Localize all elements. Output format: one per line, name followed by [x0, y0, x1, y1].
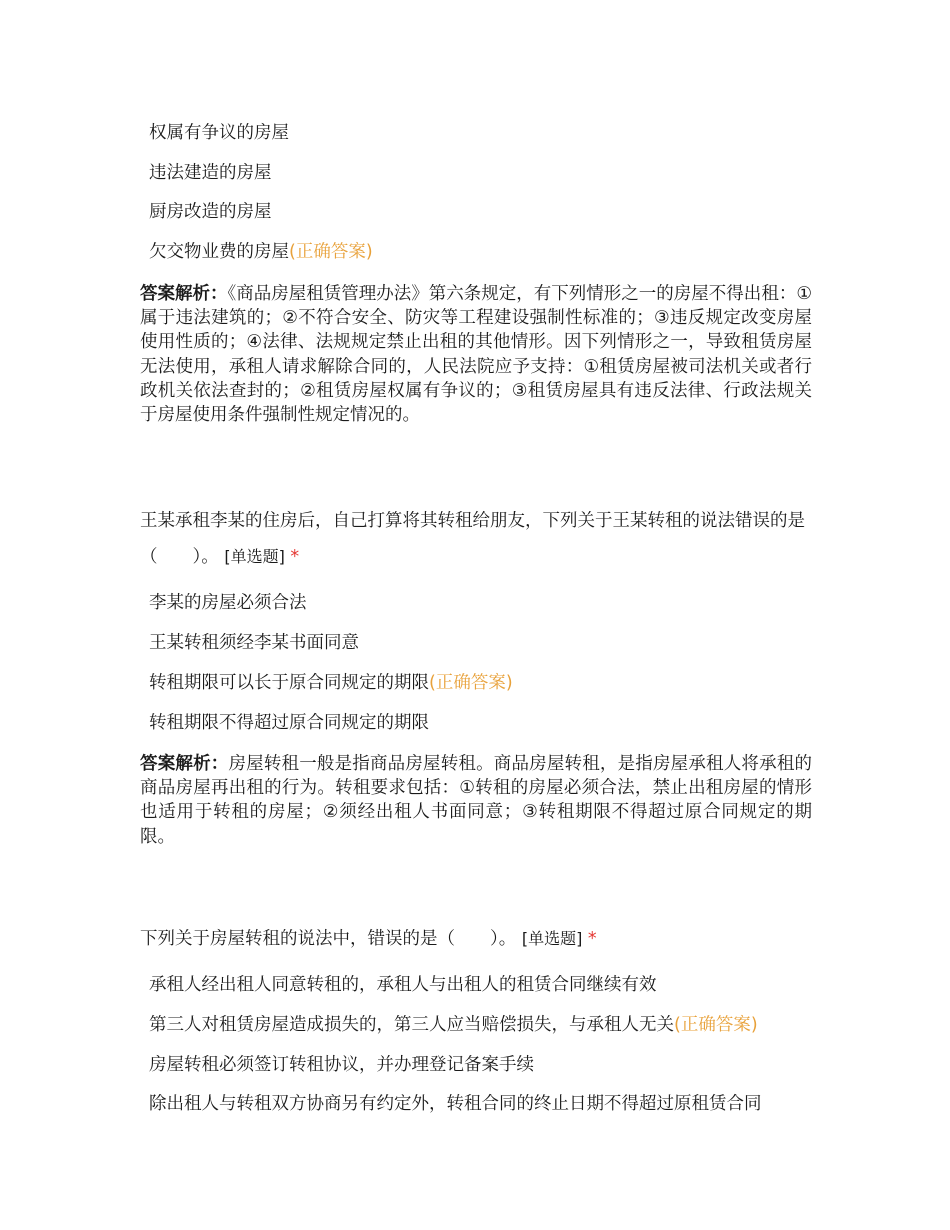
q2-question [140, 503, 812, 575]
option-text: 第三人对租赁房屋造成损失的，第三人应当赔偿损失，与承租人无关 [149, 1015, 674, 1035]
analysis-label: 答案解析： [140, 754, 229, 774]
q1-option-d[interactable] [149, 240, 373, 264]
option-text: 欠交物业费的房屋 [149, 242, 289, 262]
q1-option-b[interactable] [149, 161, 272, 185]
q2-option-b[interactable] [149, 631, 359, 655]
q3-option-d[interactable] [149, 1092, 762, 1116]
question-type: [单选题] [521, 929, 583, 948]
q3-option-c[interactable] [149, 1053, 534, 1077]
option-text: 除出租人与转租双方协商另有约定外，转租合同的终止日期不得超过原租赁合同 [149, 1094, 762, 1114]
option-text: 权属有争议的房屋 [149, 123, 289, 143]
correct-answer-tag: (正确答案) [289, 242, 373, 262]
option-text: 房屋转租必须签订转租协议，并办理登记备案手续 [149, 1055, 534, 1075]
q2-option-d[interactable] [149, 711, 429, 735]
analysis-text: 房屋转租一般是指商品房屋转租。商品房屋转租，是指房屋承租人将承租的商品房屋再出租的行为。转租要求包括：①转租的房屋必须合法，禁止出租房屋的情形也适用于转租的房屋；②须经出租人书面同意；③转租期限不得超过原合同规定的期限。 [140, 754, 813, 847]
required-mark: * [587, 929, 597, 949]
question-text: 下列关于房屋转租的说法中，错误的是（ ）。 [140, 929, 517, 949]
question-text: 王某承租李某的住房后，自己打算将其转租给朋友，下列关于王某转租的说法错误的是（ ）。 [140, 511, 805, 567]
correct-answer-tag: (正确答案) [429, 673, 513, 693]
analysis-label: 答案解析： [140, 284, 228, 304]
option-text: 违法建造的房屋 [149, 163, 272, 183]
option-text: 李某的房屋必须合法 [149, 593, 307, 613]
option-text: 承租人经出租人同意转租的，承租人与出租人的租赁合同继续有效 [149, 975, 657, 995]
required-mark: * [290, 547, 300, 567]
option-text: 王某转租须经李某书面同意 [149, 633, 359, 653]
correct-answer-tag: (正确答案) [674, 1015, 758, 1035]
q1-analysis [140, 282, 812, 427]
analysis-text: 《商品房屋租赁管理办法》第六条规定，有下列情形之一的房屋不得出租：①属于违法建筑的；②不符合安全、防灾等工程建设强制性标准的；③违反规定改变房屋使用性质的；④法律、法规规定禁止出租的其他情形。因下列情形之一，导致租赁房屋无法使用，承租人请求解除合同的，人民法院应予支持：①租赁房屋被司法机关或者行政机关依法查封的；②租赁房屋权属有争议的；③租赁房屋具有违反法律、行政法规关于房屋使用条件强制性规定情况的。 [140, 284, 813, 426]
question-type: [单选题] [224, 547, 285, 566]
q2-option-c[interactable] [149, 671, 513, 695]
q3-option-b[interactable] [149, 1013, 758, 1037]
option-text: 厨房改造的房屋 [149, 202, 272, 222]
option-text: 转租期限可以长于原合同规定的期限 [149, 673, 429, 693]
q3-option-a[interactable] [149, 973, 657, 997]
option-text: 转租期限不得超过原合同规定的期限 [149, 713, 429, 733]
q3-question [140, 921, 812, 957]
q1-option-a[interactable] [149, 121, 289, 145]
q2-option-a[interactable] [149, 591, 307, 615]
q2-analysis [140, 752, 812, 849]
q1-option-c[interactable] [149, 200, 272, 224]
